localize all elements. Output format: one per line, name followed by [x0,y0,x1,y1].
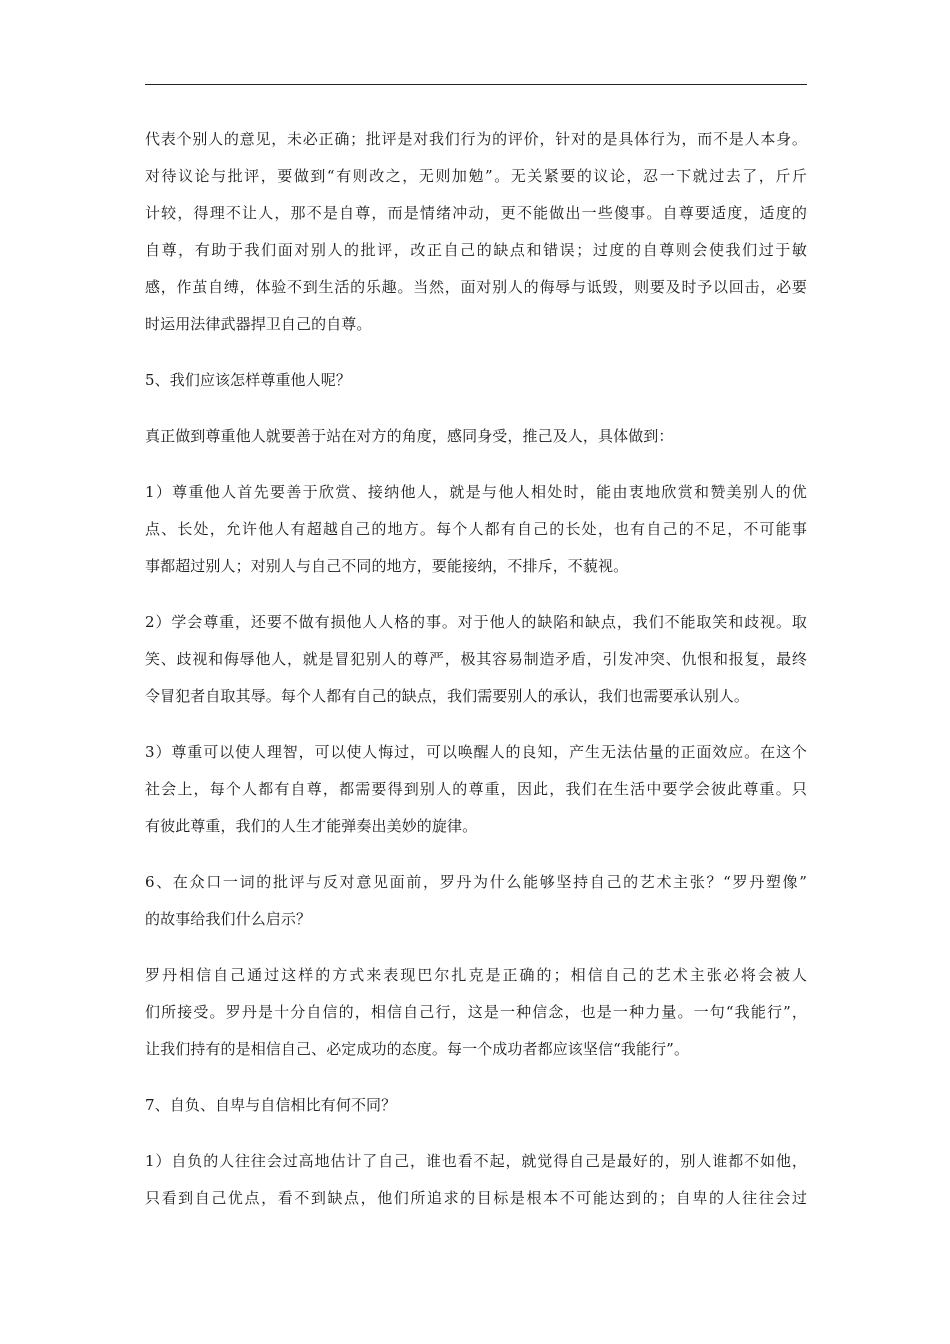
text-line: 事都超过别人；对别人与自己不同的地方，要能接纳，不排斥，不藐视。 [145,557,629,575]
paragraph [145,418,807,455]
text-line: 对待议论与批评，要做到“有则改之，无则加勉”。无关紧要的议论，忍一下就过去了，斤斤 [145,167,807,185]
paragraph [145,604,807,715]
text-line: 笑、歧视和侮辱他人，就是冒犯别人的尊严，极其容易制造矛盾，引发冲突、仇恨和报复，最终 [145,650,807,668]
text-line: 1）尊重他人首先要善于欣赏、接纳他人，就是与他人相处时，能由衷地欣赏和赞美别人的优 [145,483,807,501]
text-line: 真正做到尊重他人就要善于站在对方的角度，感同身受，推己及人，具体做到： [145,427,674,445]
paragraph [145,864,807,938]
paragraph [145,362,807,399]
text-line: 计较，得理不让人，那不是自尊，而是情绪冲动，更不能做出一些傻事。自尊要适度，适度的 [145,204,807,222]
paragraph [145,1087,807,1124]
text-line: 社会上，每个人都有自尊，都需要得到别人的尊重，因此，我们在生活中要学会彼此尊重。只 [145,780,807,798]
text-line: 点、长处，允许他人有超越自己的地方。每个人都有自己的长处，也有自己的不足，不可能事 [145,520,807,538]
text-line: 只看到自己优点，看不到缺点，他们所追求的目标是根本不可能达到的；自卑的人往往会过 [145,1189,807,1207]
text-line: 罗丹相信自己通过这样的方式来表现巴尔扎克是正确的；相信自己的艺术主张必将会被人 [145,966,807,984]
text-line: 有彼此尊重，我们的人生才能弹奏出美妙的旋律。 [145,817,478,835]
text-line: 代表个别人的意见，未必正确；批评是对我们行为的评价，针对的是具体行为，而不是人本身。 [145,130,807,148]
text-line: 让我们持有的是相信自己、必定成功的态度。每一个成功者都应该坚信“我能行”。 [145,1040,690,1058]
text-line: 的故事给我们什么启示？ [145,910,312,928]
text-line: 1）自负的人往往会过高地估计了自己，谁也看不起，就觉得自己是最好的，别人谁都不如他， [145,1152,807,1170]
paragraph [145,121,807,343]
document-body [145,121,807,1236]
header-rule [145,84,807,85]
text-line: 7、自负、自卑与自信相比有何不同？ [145,1096,397,1114]
text-line: 3）尊重可以使人理智，可以使人悔过，可以唤醒人的良知，产生无法估量的正面效应。在这个 [145,743,807,761]
text-line: 们所接受。罗丹是十分自信的，相信自己行，这是一种信念，也是一种力量。一句“我能行”， [145,1003,807,1021]
paragraph [145,1143,807,1217]
paragraph [145,474,807,585]
text-line: 令冒犯者自取其辱。每个人都有自己的缺点，我们需要别人的承认，我们也需要承认别人。 [145,687,750,705]
paragraph [145,734,807,845]
text-line: 6、在众口一词的批评与反对意见面前，罗丹为什么能够坚持自己的艺术主张？“罗丹塑像” [145,873,807,891]
text-line: 时运用法律武器捍卫自己的自尊。 [145,315,372,333]
paragraph [145,957,807,1068]
text-line: 2）学会尊重，还要不做有损他人人格的事。对于他人的缺陷和缺点，我们不能取笑和歧视。取 [145,613,807,631]
text-line: 自尊，有助于我们面对别人的批评，改正自己的缺点和错误；过度的自尊则会使我们过于敏 [145,241,807,259]
text-line: 5、我们应该怎样尊重他人呢？ [145,371,351,389]
text-line: 感，作茧自缚，体验不到生活的乐趣。当然，面对别人的侮辱与诋毁，则要及时予以回击，必要 [145,278,807,296]
